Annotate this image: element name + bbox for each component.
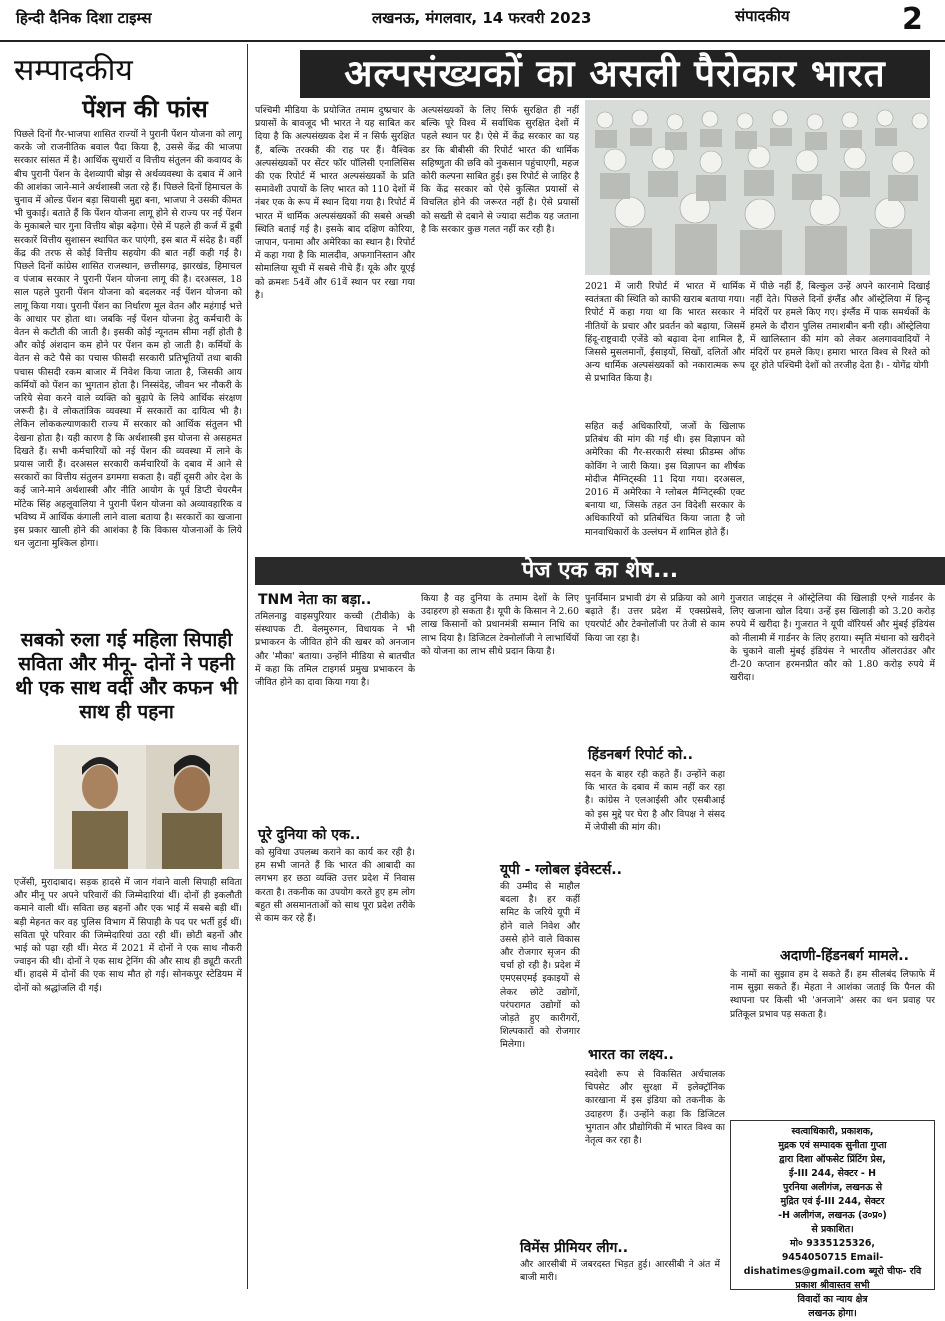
imprint-line: dishatimes@gmail.com ब्यूरो चीफ- रवि	[743, 1266, 922, 1277]
yupi-head: यूपी - ग्लोबल इंवेस्टर्स..	[500, 862, 622, 878]
page-number: 2	[902, 2, 923, 37]
editorial-title: पेंशन की फांस	[82, 95, 208, 123]
imprint-line: प्रकाश श्रीवास्तव सभी	[795, 1280, 870, 1291]
wpl-head: विमेंस प्रीमियर लीग..	[520, 1240, 629, 1256]
main-col-3: 2021 में जारी रिपोर्ट में भारत में धार्मिक स्वतंत्रता की स्थिति को काफी खराब बताया गया। रिपोर्ट में कहा गया था कि भारत सरकार ने नीतियों के प्रचार और प्रवर्तन को बढ़ाया, जिसमें हिंदू-राष्ट्रवादी एजेंडे को बढ़ावा देना शामिल है, जिससे मुसलमानों, ईसाइयों, सिखों, दलितों और अन्य धार्मिक अल्पसंख्यकों को नकारात्मक रूप से प्रभावित किया है।	[585, 281, 745, 385]
imprint-box	[730, 1120, 935, 1319]
main-col-4: सहित कई अधिकारियों, जजों के खिलाफ प्रतिबंध की मांग की गई थी। इस विज्ञापन को अमेरिका की गैर-सरकारी संस्था फ्रीडम्स ऑफ कोविंग ने जारी किया। इस विज्ञापन का शीर्षक मोदीज मैग्निट्स्की 11 दिया गया। दरअसल, 2016 में अमेरिका ने ग्लोबल मैग्निट्स्की एक्ट बनाया था, जिसके तहत उन विदेशी सरकार के अधिकारियों को प्रतिबंधित किया जाता है जो मानवाधिकारों के उल्लंघन में शामिल होते हैं।	[585, 421, 745, 538]
story-body: एजेंसी, मुरादाबाद। सड़क हादसे में जान गंवाने वाली सिपाही सविता और मीनू पर अपने परिवारों की जिम्मेदारियां थीं। दोनों ही इकलौती कमाने वाली थीं। सविता छह बहनों और एक भाई में सबसे बड़ी थीं। बड़ी मेहनत कर वह पुलिस विभाग में सिपाही के पद पर भर्ती हुई थीं। सविता पूरे परिवार की जिम्मेदारियां उठा रही थीं। छोटी बहनों और भाई को पढ़ा रही थीं। मेरठ में 2021 में दोनों ने एक साथ नौकरी ज्वाइन की थी। दोनों ने एक साथ ट्रेनिंग की और साथ ही ड्यूटी करती थीं। हादसे में दोनों की एक साथ मौत हो गई। सोनकपुर स्टेडियम में दोनों को श्रद्धांजलि दी गई।	[14, 877, 242, 994]
world-body: को सुविधा उपलब्ध कराने का कार्य कर रही है। हम सभी जानते हैं कि भारत की आबादी का लगभग हर छठा व्यक्ति उत्तर प्रदेश में निवास करता है। तकनीक का उपयोग करते हुए हम लोग बहुत सी असमानताओं को साथ पूरा प्रदेश तरीके से काम कर रहे हैं।	[255, 847, 415, 925]
hindenburg-head: हिंडनबर्ग रिपोर्ट को..	[588, 747, 693, 763]
dateline: लखनऊ, मंगलवार, 14 फरवरी 2023	[372, 9, 592, 27]
bharat-body: स्वदेशी रूप से विकसित अर्धचालक चिपसेट और सुरक्षा में इलेक्ट्रॉनिक कारखाना में इस इंडिया को तकनीक के उदाहरण हैं। उन्होंने कहा कि डिजिटल भुगतान और प्रौद्योगिकी में भारत विश्व का नेतृत्व कर रहा है।	[585, 1069, 725, 1147]
constables-photo	[54, 745, 239, 869]
tnm-body: तमिलनाडु वाइसपुरियार कच्ची (टीवीके) के संस्थापक टी. वेलमुरुगन, विधायक ने भी प्रभाकरन के जीवित होने की खबर को अनजान और 'मौका' बताया। उन्होंने मीडिया से बातचीत में कहा कि तमिल टाइगर्स प्रमुख प्रभाकरन के जीवित होने का दावा किया गया है।	[255, 611, 415, 689]
imprint-line: मुद्रक एवं सम्पादक सुनीता गुप्ता	[778, 1140, 887, 1151]
wpl-body: और आरसीबी में जबरदस्त भिड़त हुई। आरसीबी ने अंत में बाजी मारी।	[520, 1259, 720, 1284]
world-head: पूरे दुनिया को एक..	[258, 827, 361, 843]
story-headline: सबको रुला गई महिला सिपाही सविता और मीनू- दोनों ने पहनी थी एक साथ वर्दी और कफन भी साथ ही पहना	[15, 629, 238, 723]
main-headline: अल्पसंख्यकों का असली पैरोकार भारत	[300, 50, 930, 98]
imprint-line: स्वत्वाधिकारी, प्रकाशक,	[791, 1126, 874, 1137]
story-byline	[14, 745, 52, 869]
tnm-head: TNM नेता का बड़ा..	[258, 592, 372, 608]
main-col-5: में पीछे नहीं हैं, बिल्कुल उन्हें अपने कारनामे दिखाई नहीं देते। पिछले दिनों इंग्लैंड और ऑस्ट्रेलिया में हिन्दू मंदिरों पर हमले किए गए। इंग्लैंड में पाक समर्थकों के हमले के दौरान पुलिस तमाशबीन बनी रही। ऑस्ट्रेलिया में खालिस्तान की मांग को लेकर अलगाववादियों ने मंदिरों पर हमले किए। हमारा भारत विश्व से रिश्ते को दूर होते पश्चिमी देशों को तरजीह देता है। - योगेंद्र योगी	[750, 281, 930, 372]
editorial-kicker: सम्पादकीय	[14, 53, 133, 88]
imprint-line: लखनऊ होगा।	[808, 1308, 857, 1319]
prayer-crowd-photo	[585, 100, 930, 275]
pej-col-5: गुजरात जाइंट्स ने ऑस्ट्रेलिया की खिलाड़ी एश्ले गार्डनर के लिए खजाना खोल दिया। उन्हें इस खिलाड़ी को 3.20 करोड़ रुपये में खरीदा है। गुजरात ने यूपी वॉरियर्स और मुंबई इंडियंस को नीलामी में गार्डनर के लिए हराया। स्मृति मंधाना को खरीदने के चुकाने वाली मुंबई इंडियंस ने भारतीय ऑलराउंडर और टी-20 कप्तान हरमनप्रीत कौर को 1.80 करोड़ रुपये में खरीदा।	[730, 593, 935, 684]
bharat-head: भारत का लक्ष्य..	[588, 1047, 674, 1063]
adani-head: अदाणी-हिंडनबर्ग मामले..	[780, 948, 909, 964]
pej-col-3: किया है वह दुनिया के तमाम देशों के लिए उदाहरण हो सकता है। यूपी के किसान ने 2.60 लाख किसानों को प्रधानमंत्री सम्मान निधि का लाभ दिया है। डिजिटल टेक्नोलॉजी ने लाभार्थियों को योजना का लाभ सीधे प्रदान किया है।	[421, 593, 579, 657]
continued-bar: पेज एक का शेष...	[255, 557, 945, 585]
imprint-line: मो० 9335125326,	[790, 1238, 875, 1249]
hindenburg-body: सदन के बाहर रही कहते हैं। उन्होंने कहा कि भारत के दबाव में काम नहीं कर रहा है। कांग्रेस ने एलआईसी और एसबीआई को इस मुद्दे पर घेरा है और विपक्ष ने संसद में जेपीसी की मांग की।	[585, 769, 725, 833]
imprint-line: पुरनिया अलीगंज, लखनऊ से	[782, 1182, 883, 1193]
yupi-body: की उम्मीद से माहौल बदला है। हर कहीं समिट के जरिये यूपी में होने वाले निवेश और उससे होने वाले विकास और रोजगार सृजन की चर्चा हो रही है। प्रदेश में एमएसएमई इकाइयों से लेकर छोटे उद्योगों, परंपरागत उद्योगों को जोड़ते हुए कारीगरों, शिल्पकारों को रोजगार मिलेगा।	[500, 881, 580, 1051]
imprint-line: विवादों का न्याय क्षेत्र	[797, 1294, 868, 1305]
imprint-line: 9454050715 Email-	[781, 1252, 884, 1263]
editorial-body: पिछले दिनों गैर-भाजपा शासित राज्यों ने पुरानी पेंशन योजना को लागू करके जो राजनीतिक बवाल पैदा किया है, उससे केंद्र की भाजपा सरकार सांसत में है। आर्थिक सुधारों व वित्तीय संतुलन की कवायद के बीच पुरानी पेंशन के देशव्यापी बोझ से अर्थव्यवस्था के दबाव में आने की आशंका जाने-माने अर्थशास्त्री जता रहे हैं। पिछले दिनों हिमाचल के चुनाव में ओल्ड पेंशन बड़ा सियासी मुद्दा बना, भाजपा ने उसकी कीमत भी चुकाई। बताते हैं कि पेंशन योजना लागू होने से राज्य पर नई पेंशन के मुकाबले चार गुना वित्तीय बोझ बढ़ेगा। ऐसे में पहले ही कर्ज में डूबी सरकारें वित्तीय सुशासन स्थापित कर पाएंगी, इस बात में संदेह है। वहीं केंद्र की तरफ से कोई वित्तीय सहयोग की बात नहीं कही गई है। पिछले दिनों कांग्रेस शासित राजस्थान, छत्तीसगढ़, झारखंड, हिमाचल व पंजाब सरकार ने पुरानी पेंशन योजना लागू की है। दरअसल, 18 साल पहले पुरानी पेंशन योजना को बदलकर नई पेंशन योजना को लागू किया गया। पुरानी पेंशन का निर्धारण मूल वेतन और महंगाई भत्ते के आधार पर होता था। जबकि नई पेंशन योजना हेतु कर्मचारी के वेतन से कटौती की जाती है। इसकी कोई न्यूनतम सीमा नहीं होती है और कोई अंशदान कम होने पर पेंशन कम हो जाती है। कर्मियों के वेतन से कटे पैसे का पचास फीसदी सरकारी प्रतिभूतियों तथा बाकी पचास फीसदी रकम बाजार में निवेश किया जाता है, जिसकी आय कर्मियों को पेंशन का भुगतान होता है। निस्संदेह, जीवन भर नौकरी के जरिये सेवा करने वाले व्यक्ति को बुढ़ापे के लिये आर्थिक संरक्षण जरूरी है। वे लोकतांत्रिक व्यवस्था में सरकारों का दायित्व भी है। लेकिन लोककल्याणकारी राज्य में सरकार को आर्थिक संतुलन भी देखना होता है। यही कारण है कि अर्थशास्त्री इस योजना से असहमत दिखते हैं। सभी कर्मचारियों को नई पेंशन की व्यवस्था में लाने के प्रयास जारी हैं। दरअसल सरकारी कर्मचारियों के दबाव में आने से सरकारों का वित्तीय संतुलन डगमगा सकता है। वहीं दूसरी ओर देश के कई जाने-माने अर्थशास्त्री और नीति आयोग के पूर्व डिप्टी चेयरमैन मोंटेक सिंह अहलूवालिया ने पुरानी पेंशन योजना को अव्यावहारिक व भविष्य में आर्थिक कंगाली लाने वाला बताया है। सरकारों का खजाना इस प्रकार खाली होने की आशंका है कि विकास योजनाओं के लिये धन जुटाना मुश्किल होगा।	[14, 129, 242, 550]
main-col-1: पश्चिमी मीडिया के प्रयोजित तमाम दुष्प्रचार के प्रयासों के बावजूद भी भारत ने यह साबित कर दिया है कि अल्पसंख्यक देश में न सिर्फ सुरक्षित हैं, बल्कि तरक्की की राह पर हैं। वैश्विक अल्पसंख्यकों पर सेंटर फॉर पॉलिसी एनालिसिस की एक रिपोर्ट में भारत अल्पसंख्यकों के प्रति समावेशी उपायों के लिए भारत को 110 देशों में नंबर एक के रूप में स्थान दिया गया है। रिपोर्ट में भारत में धार्मिक अल्पसंख्यकों की सबसे अच्छी स्थिति बताई गई है। इसके बाद दक्षिण कोरिया, जापान, पनामा और अमेरिका का स्थान है। रिपोर्ट में कहा गया है कि मालदीव, अफगानिस्तान और सोमालिया सूची में सबसे नीचे हैं। यूके और यूएई को क्रमशः 54वें और 61वें स्थान पर रखा गया है।	[255, 105, 415, 301]
section-label: संपादकीय	[735, 7, 790, 25]
imprint-line: से प्रकाशित।	[811, 1224, 854, 1235]
imprint-line: -H अलीगंज, लखनऊ (उ०प्र०)	[778, 1210, 887, 1221]
column-divider	[247, 44, 248, 1289]
pej-col-4: पुनर्विमान प्रभावी ढंग से प्रक्रिया को आगे बढ़ाते हैं। उत्तर प्रदेश में एक्सप्रेसवे, एयरपोर्ट और टेक्नोलॉजी पर तेजी से काम किया जा रहा है।	[585, 593, 725, 644]
imprint-line: द्वारा दिशा ऑफसेट प्रिंटिंग प्रेस,	[779, 1154, 886, 1165]
adani-body: के नामों का सुझाव हम दे सकते हैं। हम सीलबंद लिफाफे में नाम सुझा सकते हैं। मेहता ने आशंका जताई कि पैनल की स्थापना पर किसी भी 'अनजाने' असर का धन प्रवाह पर प्रतिकूल प्रभाव पड़ सकता है।	[730, 969, 935, 1020]
main-col-2: अल्पसंख्यकों के लिए सिर्फ सुरक्षित ही नहीं बल्कि पूरे विश्व में सर्वाधिक सुरक्षित देशों में पहले स्थान पर है। ऐसे में केंद्र सरकार का यह डर कि बीबीसी की रिपोर्ट भारत की धार्मिक सहिष्णुता की छवि को नुकसान पहुंचाएगी, महज कोरी कल्पना साबित हुई। इस रिपोर्ट से जाहिर है कि केंद्र सरकार को ऐसे कुत्सित प्रयासों से विचलित होने की जरूरत नहीं है। ऐसे प्रयासों को सख्ती से दबाने से ज्यादा सटीक यह जताना है कि सरकार कुछ गलत नहीं कर रही है।	[421, 105, 579, 235]
imprint-line: मुद्रित एवं ई-III 244, सेक्टर	[780, 1196, 885, 1207]
masthead: हिन्दी दैनिक दिशा टाइम्स	[16, 9, 152, 27]
imprint-line: ई-III 244, सेक्टर - H	[789, 1168, 876, 1179]
